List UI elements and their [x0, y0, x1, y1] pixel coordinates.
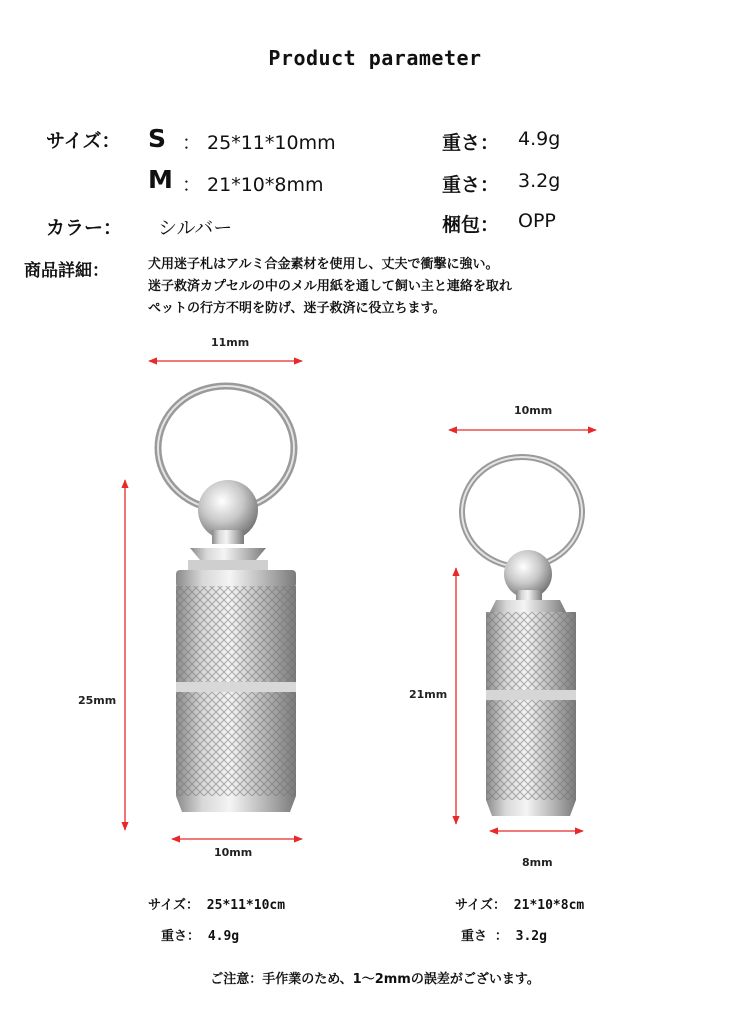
size-m-code: M: [148, 165, 173, 194]
small-caption-size: サイズ： 21*10*8cm: [455, 898, 585, 913]
size-m-dims: ： 21*10*8mm: [182, 174, 324, 196]
size-s-dims: ： 25*11*10mm: [182, 132, 336, 154]
detail-line-2: 迷子救済カプセルの中のメル用紙を通して飼い主と連絡を取れ: [148, 279, 512, 294]
weight-s-label: 重さ：: [442, 132, 500, 154]
weight-m-label: 重さ：: [442, 174, 500, 196]
small-height-label: 21mm: [409, 688, 448, 701]
large-caption-size: サイズ： 25*11*10cm: [148, 898, 286, 913]
size-label: サイズ：: [46, 130, 121, 152]
weight-m-value: 3.2g: [518, 170, 561, 192]
size-s-code: S: [148, 124, 167, 153]
large-caption-weight: 重さ： 4.9g: [161, 929, 240, 944]
detail-label: 商品詳細：: [24, 261, 109, 281]
tolerance-note: ご注意：手作業のため、1～2mmの誤差がございます。: [210, 972, 540, 987]
large-top-width-label: 11mm: [211, 336, 250, 349]
detail-line-3: ペットの行方不明を防げ、迷子救済に役立ちます。: [148, 301, 446, 316]
package-value: OPP: [518, 210, 556, 232]
detail-line-1: 犬用迷子札はアルミ合金素材を使用し、丈夫で衝撃に強い。: [148, 257, 499, 272]
small-capsule: [462, 457, 582, 816]
weight-s-value: 4.9g: [518, 128, 561, 150]
color-label: カラー：: [46, 217, 123, 239]
color-value: シルバー: [158, 217, 233, 239]
small-caption-weight: 重さ ： 3.2g: [461, 929, 547, 944]
large-height-label: 25mm: [78, 694, 117, 707]
page-title: Product parameter: [268, 46, 482, 70]
large-capsule: [158, 386, 296, 812]
small-bottom-width-label: 8mm: [522, 856, 553, 869]
small-top-width-label: 10mm: [514, 404, 553, 417]
large-bottom-width-label: 10mm: [214, 846, 253, 859]
package-label: 梱包：: [442, 214, 500, 236]
